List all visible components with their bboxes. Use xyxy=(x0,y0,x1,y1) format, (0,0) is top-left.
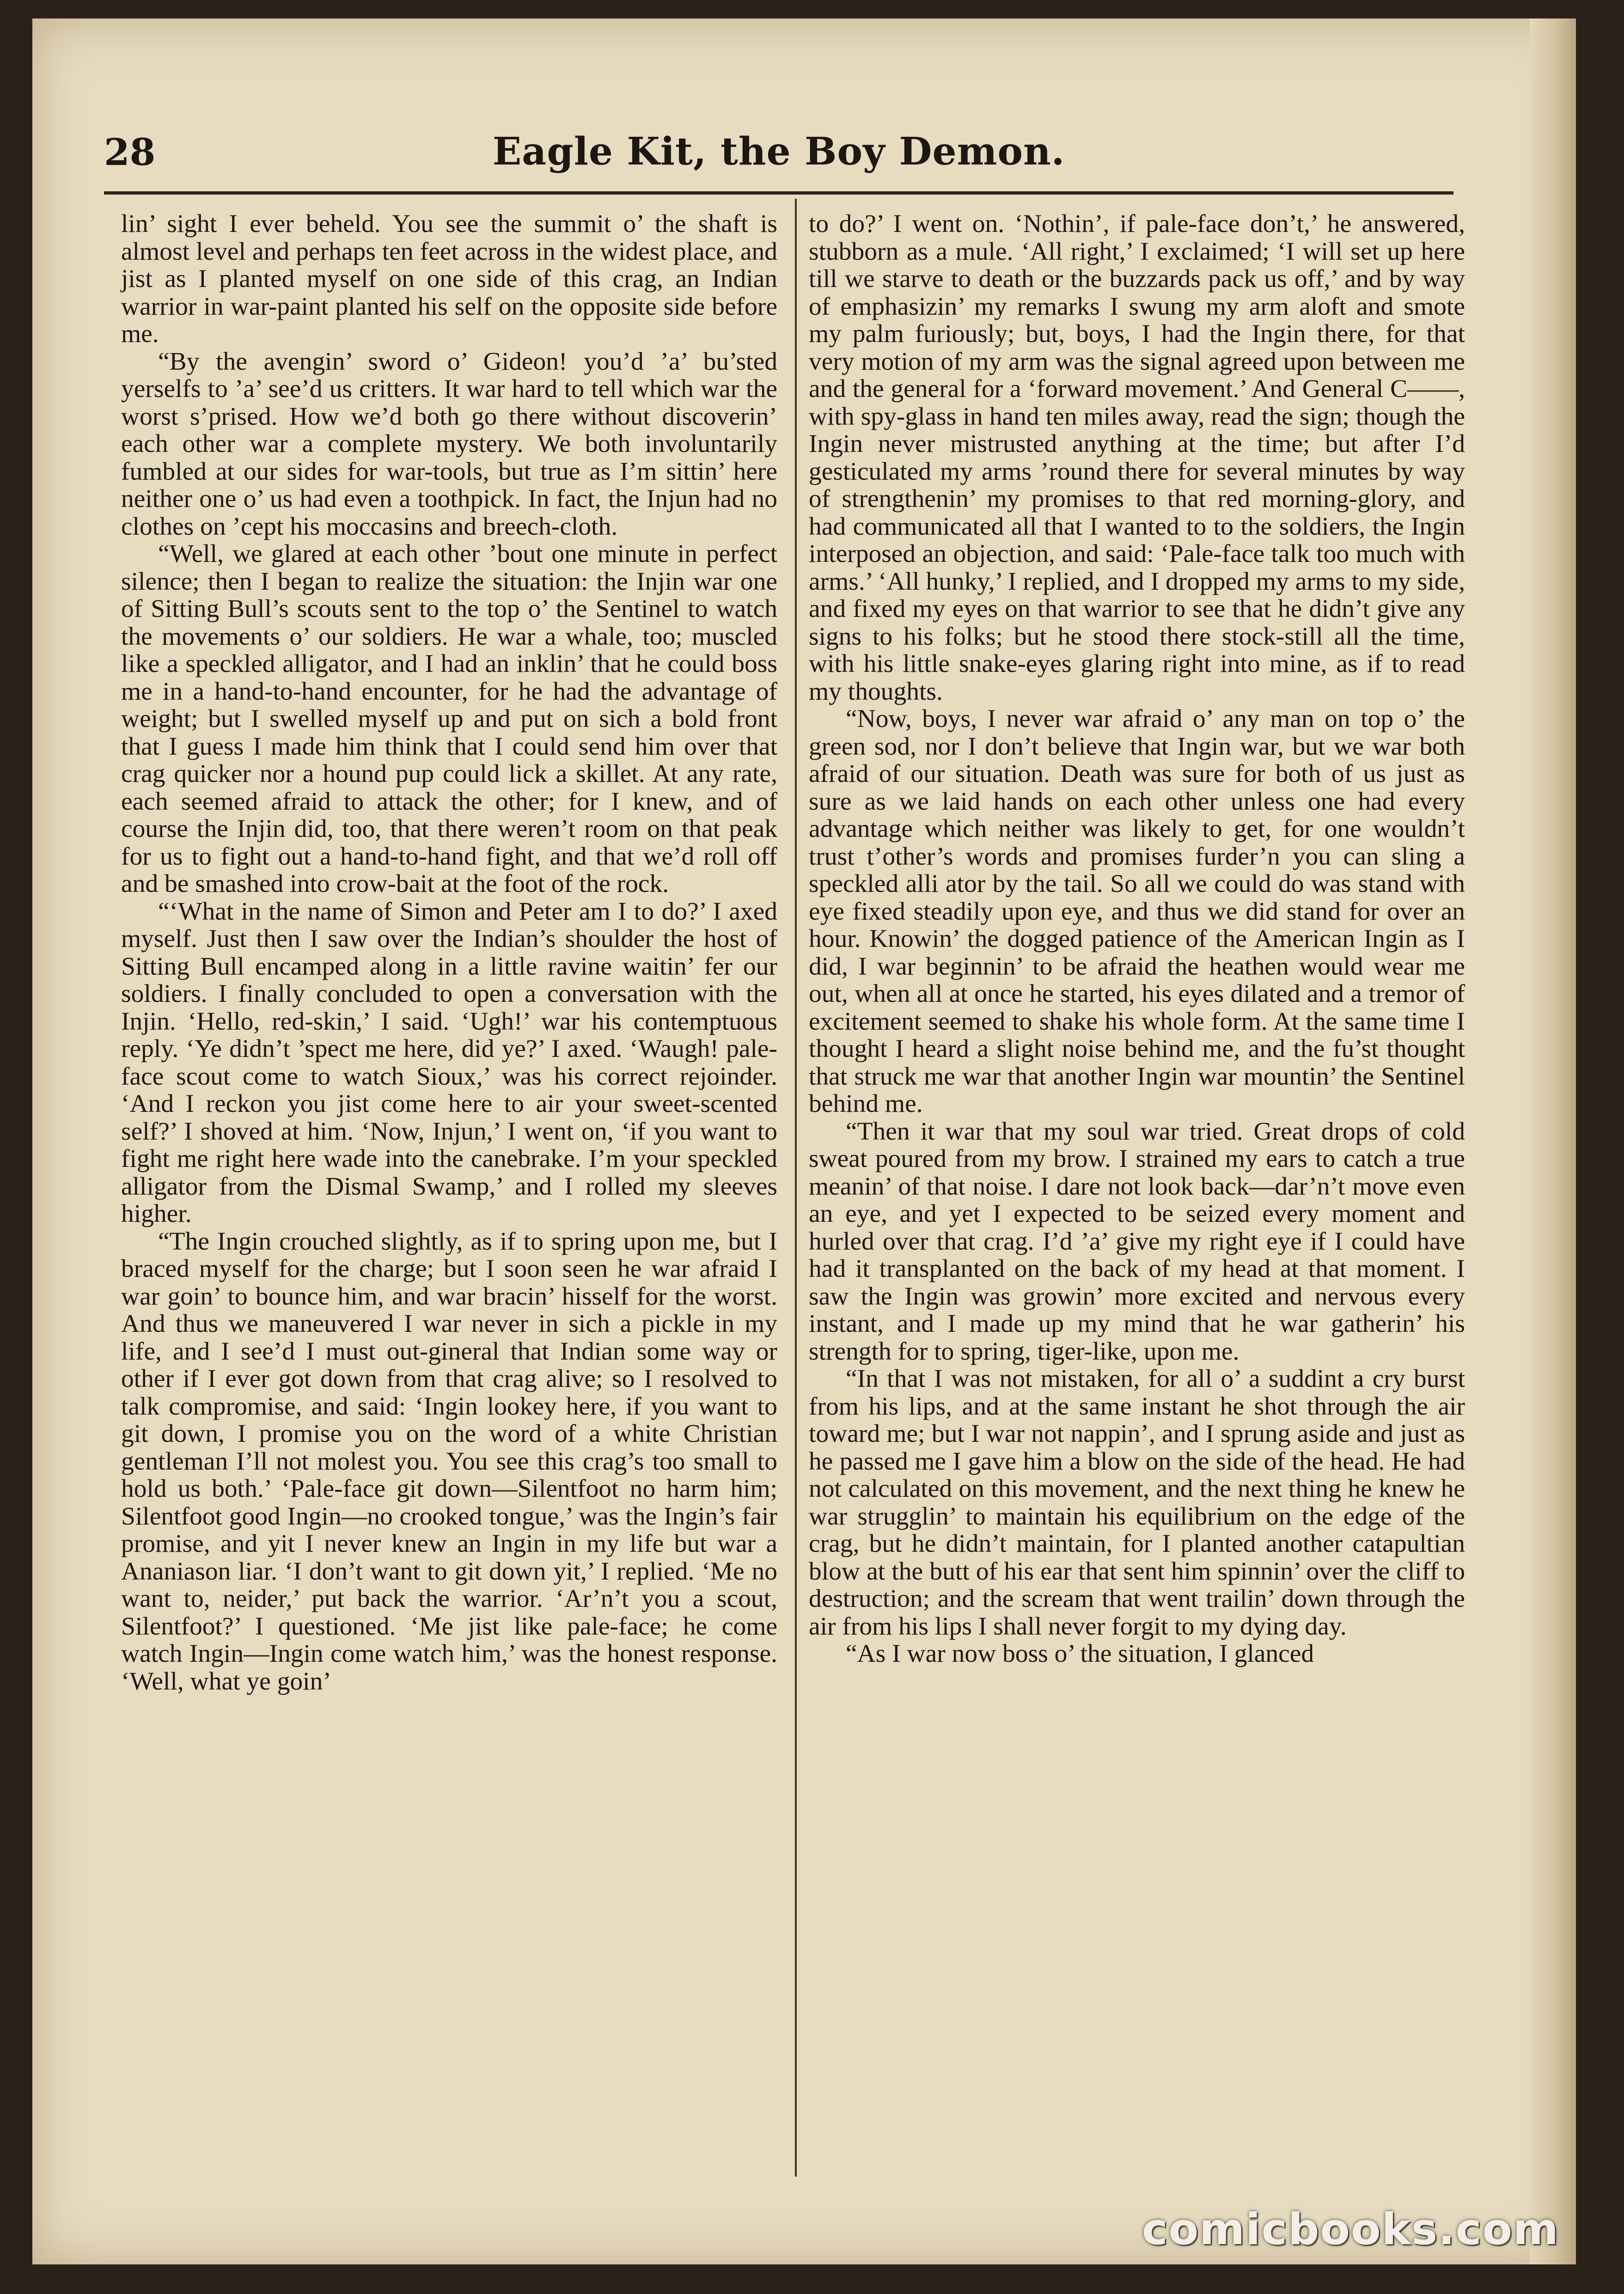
right-column xyxy=(809,210,1465,1668)
page-spine-edge xyxy=(1530,18,1576,2264)
paragraph: “Now, boys, I never war afraid o’ any man on top o’ the green sod, nor I don’t believe that Ingin war, but we war both afraid of our situation. Death was sure for both of us just as sure as we laid hands on each other unless one had every advantage which neither was likely to get, for one wouldn’t trust t’other’s words and promises furder’n you can sling a speckled alli ator by the tail. So all we could do was stand with eye fixed steadily upon eye, and thus we did stand for over an hour. Knowin’ the dogged patience of the American Ingin as I did, I war beginnin’ to be afraid the heathen would wear me out, when all at once he started, his eyes dilated and a tremor of excitement seemed to shake his whole form. At the same time I thought I heard a slight noise behind me, and the fu’st thought that struck me war that another Ingin war mountin’ the Sentinel behind me. xyxy=(809,705,1465,1118)
page-number: 28 xyxy=(104,130,156,174)
paragraph: “By the avengin’ sword o’ Gideon! you’d ’a’ bu’sted yerselfs to ’a’ see’d us critters. It war hard to tell which war the worst s’prised. How we’d both go there without discoverin’ each other war a complete mystery. We both involuntarily fumbled at our sides for war-tools, but true as I’m sittin’ here neither one o’ us had even a toothpick. In fact, the Injun had no clothes on ’cept his moccasins and breech-cloth. xyxy=(121,347,777,541)
paragraph: “In that I was not mistaken, for all o’ a suddint a cry burst from his lips, and at the same instant he shot through the air toward me; but I war not nappin’, and I sprung aside and just as he passed me I gave him a blow on the side of the head. He had not calculated on this movement, and the next thing he knew he war strugglin’ to maintain his equilibrium on the edge of the crag, but he didn’t maintain, for I planted another catapultian blow at the butt of his ear that sent him spinnin’ over the cliff to destruction; and the scream that went trailin’ down through the air from his lips I shall never forgit to my dying day. xyxy=(809,1365,1465,1641)
paragraph: to do?’ I went on. ‘Nothin’, if pale-face don’t,’ he answered, stubborn as a mule. ‘All right,’ I exclaimed; ‘I will set up here till we starve to death or the buzzards pack us off,’ and by way of emphasizin’ my remarks I swung my arm aloft and smote my palm furiously; but, boys, I had the Ingin there, for that very motion of my arm was the signal agreed upon between me and the general for a ‘forward movement.’ And General C——, with spy-glass in hand ten miles away, read the sign; though the Ingin never mistrusted anything at the time; but after I’d gesticulated my arms ’round there for several minutes by way of strengthenin’ my promises to that red morning-glory, and had communicated all that I wanted to to the soldiers, the Ingin interposed an objection, and said: ‘Pale-face talk too much with arms.’ ‘All hunky,’ I replied, and I dropped my arms to my side, and fixed my eyes on that warrior to see that he didn’t give any signs to his folks; but he stood there stock-still all the time, with his little snake-eyes glaring right into mine, as if to read my thoughts. xyxy=(809,210,1465,706)
paragraph: “Well, we glared at each other ’bout one minute in perfect silence; then I began to realize the situation: the Injin war one of Sitting Bull’s scouts sent to the top o’ the Sentinel to watch the movements o’ our soldiers. He war a whale, too; muscled like a speckled alligator, and I had an inklin’ that he could boss me in a hand-to-hand encounter, for he had the advantage of weight; but I swelled myself up and put on sich a bold front that I guess I made him think that I could send him over that crag quicker nor a hound pup could lick a skillet. At any rate, each seemed afraid to attack the other; for I knew, and of course the Injin did, too, that there weren’t room on that peak for us to fight out a hand-to-hand fight, and that we’d roll off and be smashed into crow-bait at the foot of the rock. xyxy=(121,540,777,898)
watermark: comicbooks.com xyxy=(1142,2204,1559,2255)
paragraph: lin’ sight I ever beheld. You see the summit o’ the shaft is almost level and perhaps ten feet across in the widest place, and jist as I planted myself on one side of this crag, an Indian warrior in war-paint planted his self on the opposite side before me. xyxy=(121,210,777,348)
running-title: Eagle Kit, the Boy Demon. xyxy=(492,129,1065,174)
left-column xyxy=(121,210,777,1695)
paragraph: “Then it war that my soul war tried. Great drops of cold sweat poured from my brow. I strained my ears to catch a true meanin’ of that noise. I dare not look back—dar’n’t move even an eye, and yet I expected to be seized every moment and hurled over that crag. I’d ’a’ give my right eye if I could have had it transplanted on the back of my head at that moment. I saw the Ingin was growin’ more excited and nervous every instant, and I made up my mind that he war gatherin’ his strength for to spring, tiger-like, upon me. xyxy=(809,1117,1465,1366)
paragraph: “As I war now boss o’ the situation, I glanced xyxy=(846,1640,1314,1668)
header-rule xyxy=(104,191,1453,195)
paragraph: “The Ingin crouched slightly, as if to spring upon me, but I braced myself for the charge; but I soon seen he war afraid I war goin’ to bounce him, and war bracin’ hisself for the worst. And thus we maneuvered I war never in sich a pickle in my life, and I see’d I must out-gineral that Indian some way or other if I ever got down from that crag alive; so I resolved to talk compromise, and said: ‘Ingin lookey here, if you want to git down, I promise you on the word of a white Christian gentleman I’ll not molest you. You see this crag’s too small to hold us both.’ ‘Pale-face git down—Silentfoot no harm him; Silentfoot good Ingin—no crooked tongue,’ was the Ingin’s fair promise, and yit I never knew an Ingin in my life but war a Ananiason liar. ‘I don’t want to git down yit,’ I replied. ‘Me no want to, neider,’ put back the warrior. ‘Ar’n’t you a scout, Silentfoot?’ I questioned. ‘Me jist like pale-face; he come watch Ingin—Ingin come watch him,’ was the honest response. ‘Well, what ye goin’ xyxy=(121,1227,777,1696)
column-divider xyxy=(795,199,797,2177)
page-header xyxy=(104,126,1453,186)
paragraph: “‘What in the name of Simon and Peter am I to do?’ I axed myself. Just then I saw over the Indian’s shoulder the host of Sitting Bull encamped along in a little ravine waitin’ fer our soldiers. I finally concluded to open a conversation with the Injin. ‘Hello, red-skin,’ I said. ‘Ugh!’ war his contemptuous reply. ‘Ye didn’t ’spect me here, did ye?’ I axed. ‘Waugh! pale-face scout come to watch Sioux,’ was his correct rejoinder. ‘And I reckon you jist come here to air your sweet-scented self?’ I shoved at him. ‘Now, Injun,’ I went on, ‘if you want to fight me right here wade into the canebrake. I’m your speckled alligator from the Dismal Swamp,’ and I rolled my sleeves higher. xyxy=(121,897,777,1228)
